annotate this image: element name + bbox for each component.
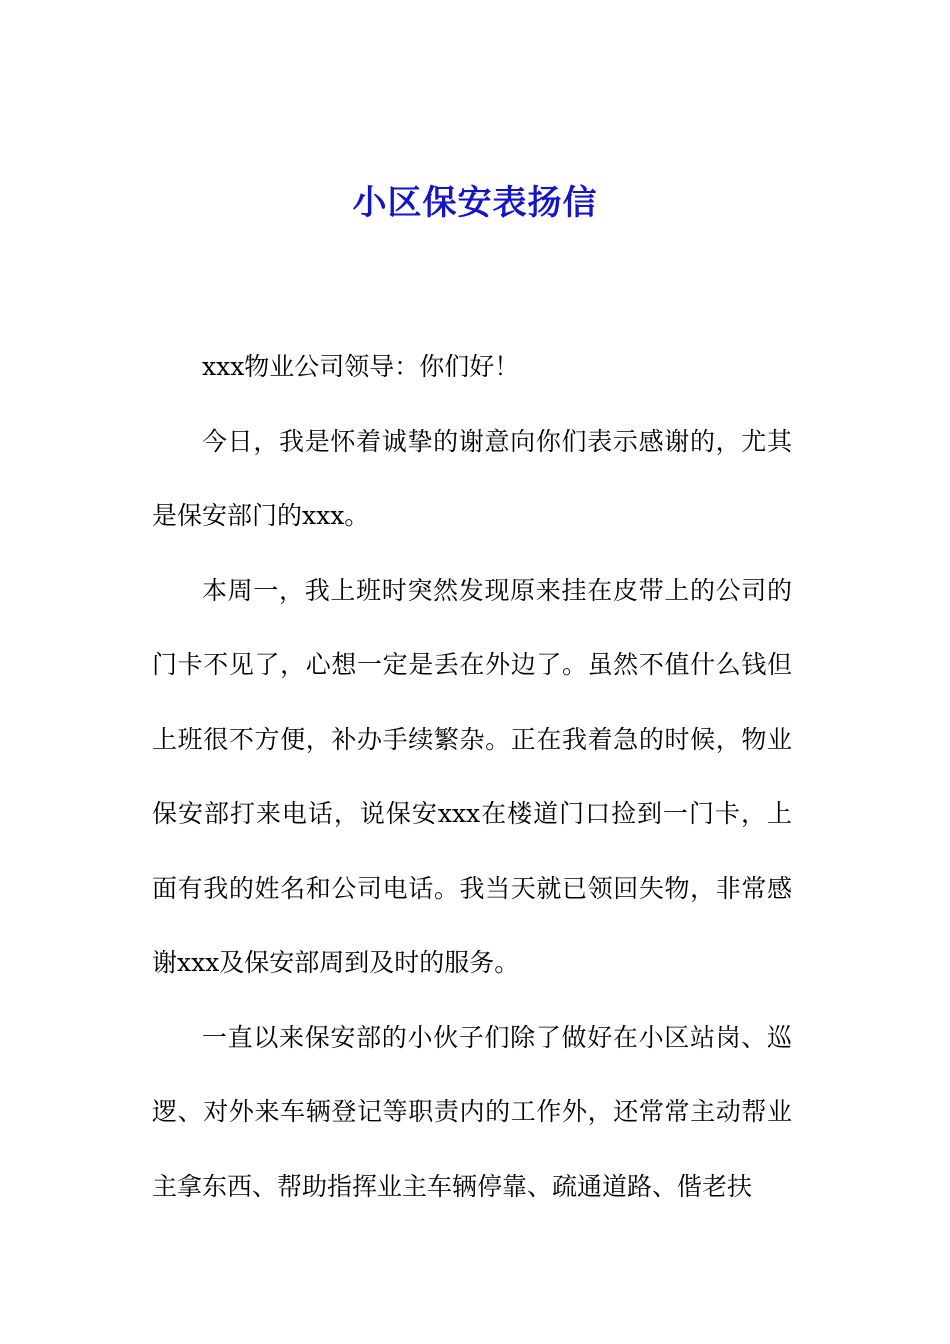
paragraph-incident: 本周一，我上班时突然发现原来挂在皮带上的公司的门卡不见了，心想一定是丢在外边了。虽然不值什么钱但上班很不方便，补办手续繁杂。正在我着急的时候，物业保安部打来电话，说保安xxx在楼道门口捡到一门卡，上面有我的姓名和公司电话。我当天就已领回失物，非常感谢xxx及保安部周到及时的服务。 xyxy=(152,575,792,977)
letter-body xyxy=(152,330,792,1224)
paragraph-salutation: xxx物业公司领导：你们好！ xyxy=(202,352,520,381)
paragraph-thanks: 今日，我是怀着诚挚的谢意向你们表示感谢的，尤其是保安部门的xxx。 xyxy=(152,426,792,530)
paragraph-service: 一直以来保安部的小伙子们除了做好在小区站岗、巡逻、对外来车辆登记等职责内的工作外，还常常主动帮业主拿东西、帮助指挥业主车辆停靠、疏通道路、偕老扶 xyxy=(152,1022,792,1201)
page-title: 小区保安表扬信 xyxy=(352,183,598,223)
